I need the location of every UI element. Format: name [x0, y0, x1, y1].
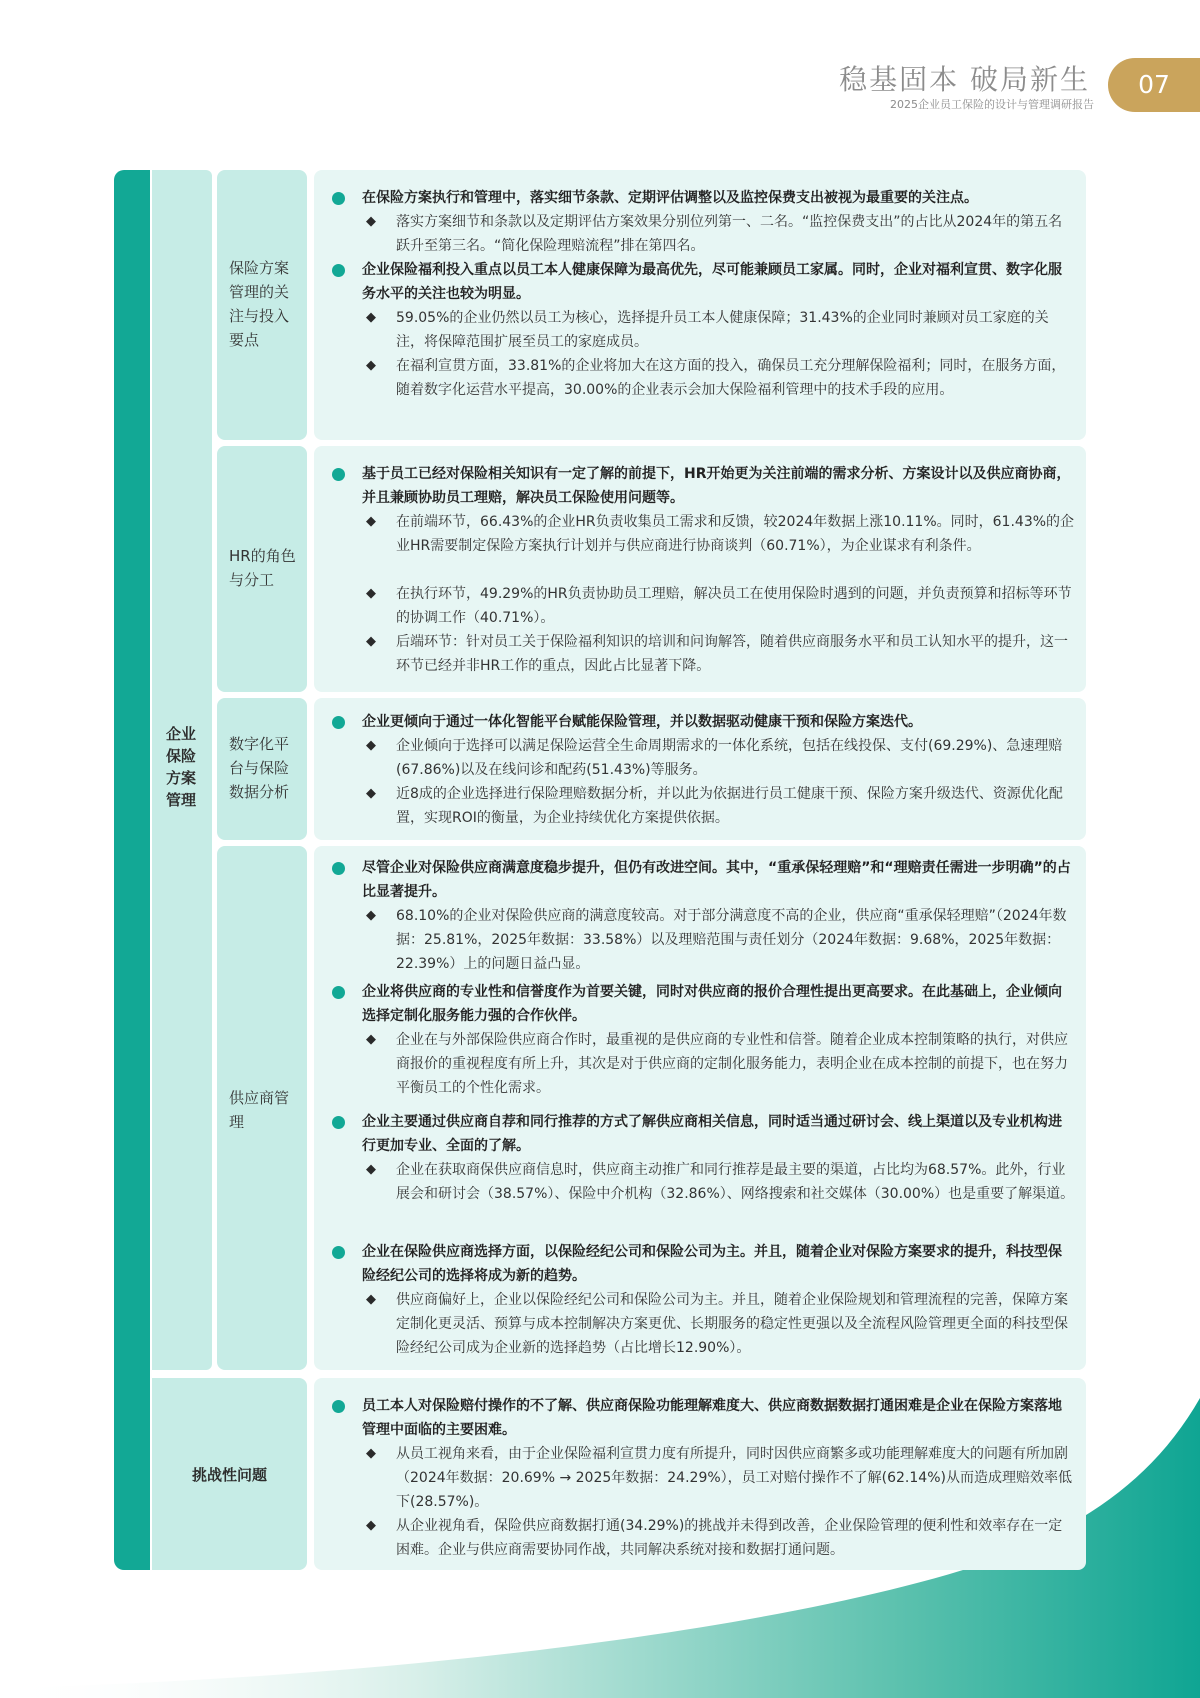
- bullet-dot-icon: [332, 1116, 345, 1129]
- bullet-dot-icon: [332, 862, 345, 875]
- diamond-bullet-icon: ◆: [366, 1162, 376, 1177]
- diamond-bullet-icon: ◆: [366, 514, 376, 529]
- section-label: 挑战性问题: [191, 1466, 267, 1484]
- report-title: 稳基固本 破局新生: [839, 63, 1090, 96]
- diamond-bullet-icon: ◆: [366, 1032, 376, 1047]
- sub-point: 从员工视角来看，由于企业保险福利宣贯力度有所提升，同时因供应商繁多或功能理解难度大的问题有所加剧（2024年数据：20.69% → 2025年数据：24.29%），员工对赔付操作不了解(62.14%)从而造成理赔效率低下(28.57%)。: [396, 1446, 1072, 1510]
- sub-point: 59.05%的企业仍然以员工为核心，选择提升员工本人健康保障；31.43%的企业同时兼顾对员工家庭的关注，将保障范围扩展至员工的家庭成员。: [396, 310, 1049, 350]
- sub-point: 近8成的企业选择进行保险理赔数据分析，并以此为依据进行员工健康干预、保险方案升级迭代、资源优化配置，实现ROI的衡量，为企业持续优化方案提供依据。: [396, 786, 1063, 826]
- bullet-dot-icon: [332, 468, 345, 481]
- section-label-cell: [152, 1378, 307, 1570]
- key-point: 企业主要通过供应商自荐和同行推荐的方式了解供应商相关信息，同时适当通过研讨会、线上渠道以及专业机构进行更加专业、全面的了解。: [362, 1114, 1062, 1154]
- key-point: 企业更倾向于通过一体化智能平台赋能保险管理，并以数据驱动健康干预和保险方案迭代。: [362, 714, 922, 730]
- section-label-cell: [217, 846, 307, 1370]
- key-point: 基于员工已经对保险相关知识有一定了解的前提下，HR开始更为关注前端的需求分析、方案设计以及供应商协商，并且兼顾协助员工理赔，解决员工保险使用问题等。: [362, 466, 1071, 506]
- section-content: [314, 698, 1086, 840]
- section-label-cell: [217, 446, 307, 692]
- diamond-bullet-icon: ◆: [366, 358, 376, 373]
- section-content: [314, 170, 1086, 440]
- sub-point: 从企业视角看，保险供应商数据打通(34.29%)的挑战并未得到改善，企业保险管理的便利性和效率存在一定困难。企业与供应商需要协同作战，共同解决系统对接和数据打通问题。: [396, 1518, 1063, 1558]
- diamond-bullet-icon: ◆: [366, 586, 376, 601]
- section-label: HR的角色与分工: [229, 547, 296, 589]
- bullet-dot-icon: [332, 192, 345, 205]
- key-point: 企业将供应商的专业性和信誉度作为首要关键，同时对供应商的报价合理性提出更高要求。在此基础上，企业倾向选择定制化服务能力强的合作伙伴。: [362, 984, 1062, 1024]
- diamond-bullet-icon: ◆: [366, 738, 376, 753]
- sub-point: 在福利宣贯方面，33.81%的企业将加大在这方面的投入，确保员工充分理解保险福利；同时，在服务方面，随着数字化运营水平提高，30.00%的企业表示会加大保险福利管理中的技术手段的应用。: [396, 358, 1066, 398]
- key-point: 尽管企业对保险供应商满意度稳步提升，但仍有改进空间。其中，“重承保轻理赔”和“理赔责任需进一步明确”的占比显著提升。: [362, 860, 1071, 900]
- sub-point: 企业在与外部保险供应商合作时，最重视的是供应商的专业性和信誉。随着企业成本控制策略的执行，对供应商报价的重视程度有所上升，其次是对于供应商的定制化服务能力，表明企业在成本控制的前提下，也在努力平衡员工的个性化需求。: [396, 1032, 1068, 1096]
- section-content: [314, 846, 1086, 1370]
- sub-point: 68.10%的企业对保险供应商的满意度较高。对于部分满意度不高的企业，供应商“重承保轻理赔”（2024年数据：25.81%，2025年数据：33.58%）以及理赔范围与责任划分（2024年数据：9.68%，2025年数据：22.39%）上的问题日益凸显。: [396, 908, 1067, 972]
- section-label-cell: [217, 170, 307, 440]
- key-point: 企业在保险供应商选择方面，以保险经纪公司和保险公司为主。并且，随着企业对保险方案要求的提升，科技型保险经纪公司的选择将成为新的趋势。: [362, 1244, 1062, 1284]
- category-cell: [152, 170, 212, 1370]
- page-number-tab: [1108, 58, 1200, 112]
- sub-point: 在前端环节，66.43%的企业HR负责收集员工需求和反馈，较2024年数据上涨10.11%。同时，61.43%的企业HR需要制定保险方案执行计划并与供应商进行协商谈判（60.71%），为企业谋求有利条件。: [396, 514, 1075, 554]
- sub-point: 企业倾向于选择可以满足保险运营全生命周期需求的一体化系统，包括在线投保、支付(69.29%)、急速理赔(67.86%)以及在线问诊和配药(51.43%)等服务。: [396, 738, 1063, 778]
- diamond-bullet-icon: ◆: [366, 1518, 376, 1533]
- table-accent-bar: [114, 170, 150, 1570]
- sub-point: 企业在获取商保供应商信息时，供应商主动推广和同行推荐是最主要的渠道，占比均为68.57%。此外，行业展会和研讨会（38.57%）、保险中介机构（32.86%）、网络搜索和社交媒体（30.00%）也是重要了解渠道。: [396, 1162, 1075, 1202]
- section-content: [314, 1378, 1086, 1570]
- bullet-dot-icon: [332, 264, 345, 277]
- sub-point: 落实方案细节和条款以及定期评估方案效果分别位列第一、二名。“监控保费支出”的占比从2024年的第五名跃升至第三名。“简化保险理赔流程”排在第四名。: [396, 214, 1063, 254]
- section-content: [314, 446, 1086, 692]
- bullet-dot-icon: [332, 986, 345, 999]
- section-label: 供应商管理: [229, 1089, 290, 1131]
- diamond-bullet-icon: ◆: [366, 908, 376, 923]
- diamond-bullet-icon: ◆: [366, 310, 376, 325]
- page-number: 07: [1138, 70, 1170, 99]
- bullet-dot-icon: [332, 716, 345, 729]
- key-point: 企业保险福利投入重点以员工本人健康保障为最高优先，尽可能兼顾员工家属。同时，企业对福利宣贯、数字化服务水平的关注也较为明显。: [362, 262, 1062, 302]
- section-label: 保险方案管理的关注与投入要点: [229, 259, 290, 349]
- diamond-bullet-icon: ◆: [366, 214, 376, 229]
- diamond-bullet-icon: ◆: [366, 786, 376, 801]
- report-subtitle: 2025企业员工保险的设计与管理调研报告: [890, 98, 1094, 111]
- category-label: 企业保险方案管理: [166, 725, 197, 809]
- bullet-dot-icon: [332, 1400, 345, 1413]
- sub-point: 后端环节：针对员工关于保险福利知识的培训和问询解答，随着供应商服务水平和员工认知水平的提升，这一环节已经并非HR工作的重点，因此占比显著下降。: [396, 634, 1068, 674]
- diamond-bullet-icon: ◆: [366, 634, 376, 649]
- key-point: 员工本人对保险赔付操作的不了解、供应商保险功能理解难度大、供应商数据数据打通困难是企业在保险方案落地管理中面临的主要困难。: [362, 1398, 1062, 1438]
- bullet-dot-icon: [332, 1246, 345, 1259]
- sub-point: 在执行环节，49.29%的HR负责协助员工理赔，解决员工在使用保险时遇到的问题，并负责预算和招标等环节的协调工作（40.71%）。: [396, 586, 1072, 626]
- sub-point: 供应商偏好上，企业以保险经纪公司和保险公司为主。并且，随着企业保险规划和管理流程的完善，保障方案定制化更灵活、预算与成本控制解决方案更优、长期服务的稳定性更强以及全流程风险管理更全面的科技型保险经纪公司成为企业新的选择趋势（占比增长12.90%）。: [396, 1292, 1068, 1356]
- section-label-cell: [217, 698, 307, 840]
- diamond-bullet-icon: ◆: [366, 1446, 376, 1461]
- section-label: 数字化平台与保险数据分析: [229, 735, 290, 801]
- diamond-bullet-icon: ◆: [366, 1292, 376, 1307]
- key-point: 在保险方案执行和管理中，落实细节条款、定期评估调整以及监控保费支出被视为最重要的关注点。: [362, 190, 978, 206]
